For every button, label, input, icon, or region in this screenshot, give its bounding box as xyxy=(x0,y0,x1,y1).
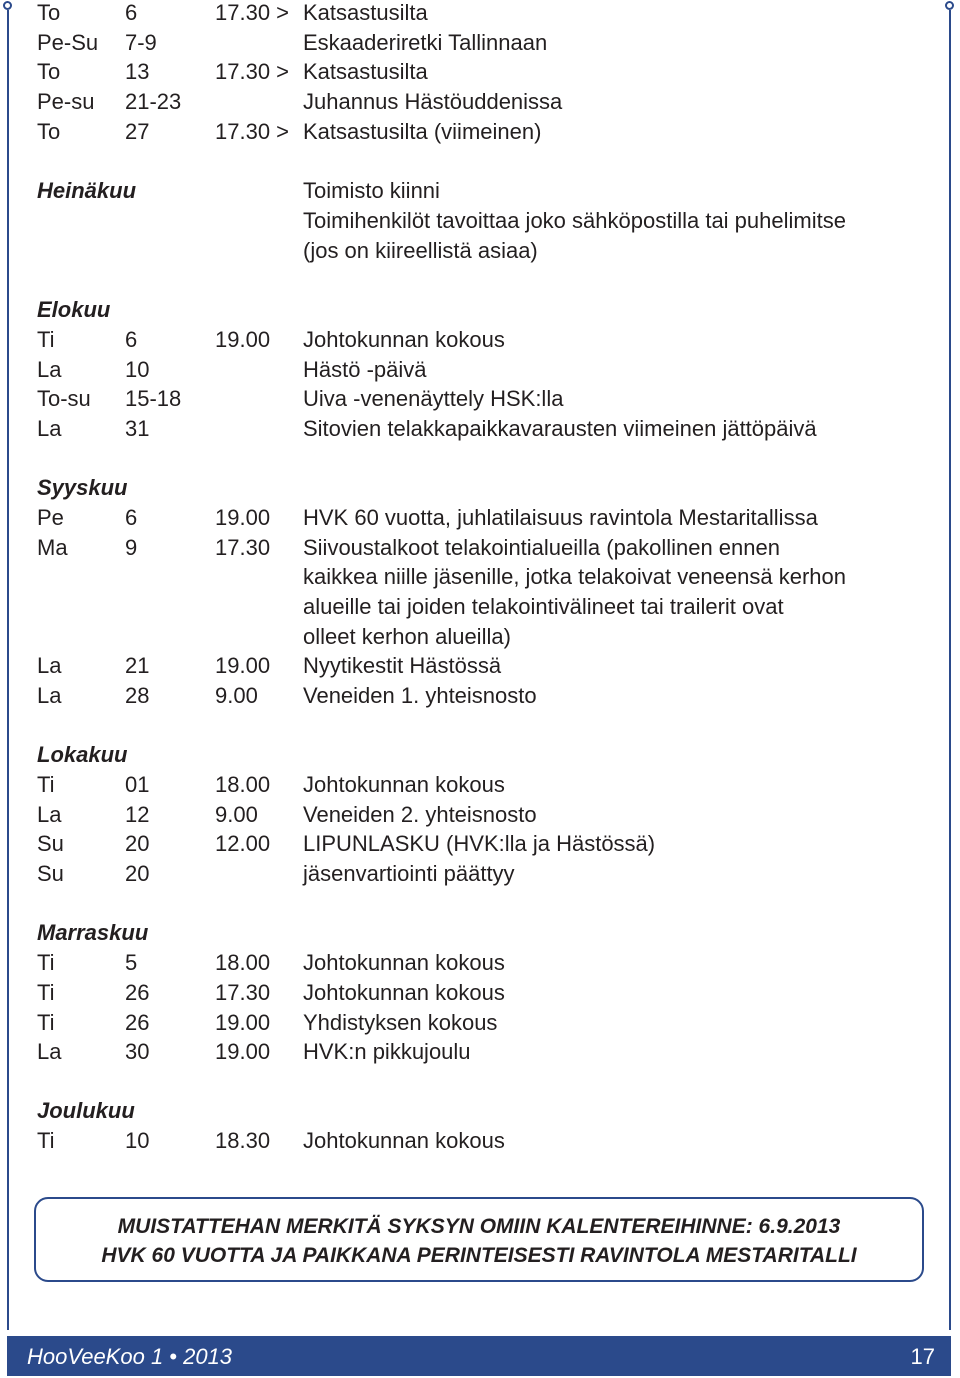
row-day: Ti xyxy=(37,772,55,797)
row-day: Pe xyxy=(37,505,64,530)
reminder-line-1: MUISTATTEHAN MERKITÄ SYKSYN OMIIN KALENTEREIHINNE: 6.9.2013 xyxy=(117,1215,841,1238)
row-time: 9.00 xyxy=(215,802,258,827)
right-border-line xyxy=(949,10,951,1330)
right-border-dot xyxy=(945,1,954,10)
row-time: 18.00 xyxy=(215,950,271,975)
row-day: La xyxy=(37,1039,62,1064)
row-time: 19.00 xyxy=(215,505,271,530)
row-time: 17.30 > xyxy=(215,59,290,84)
row-date: 30 xyxy=(125,1039,150,1064)
reminder-notice-box xyxy=(34,1197,924,1282)
reminder-line-2: HVK 60 VUOTTA JA PAIKKANA PERINTEISESTI RAVINTOLA MESTARITALLI xyxy=(101,1244,857,1267)
row-day: La xyxy=(37,802,62,827)
row-time: 19.00 xyxy=(215,653,271,678)
row-time: 19.00 xyxy=(215,327,271,352)
row-text: Katsastusilta xyxy=(303,59,428,84)
row-text: HVK:n pikkujoulu xyxy=(303,1039,471,1064)
row-text: (jos on kiireellistä asiaa) xyxy=(303,238,538,263)
row-text: Johtokunnan kokous xyxy=(303,980,505,1005)
row-day: Su xyxy=(37,831,64,856)
row-day: La xyxy=(37,683,62,708)
left-border-line xyxy=(7,10,9,1330)
row-date: 5 xyxy=(125,950,138,975)
row-text: Johtokunnan kokous xyxy=(303,327,505,352)
row-text: Johtokunnan kokous xyxy=(303,950,505,975)
row-text: Toimisto kiinni xyxy=(303,178,440,203)
row-day: La xyxy=(37,357,62,382)
row-date: 27 xyxy=(125,119,150,144)
row-time: 18.00 xyxy=(215,772,271,797)
row-day: Ti xyxy=(37,950,55,975)
row-day: La xyxy=(37,416,62,441)
row-day: To xyxy=(37,0,61,25)
row-date: 20 xyxy=(125,861,150,886)
row-day: Su xyxy=(37,861,64,886)
row-text: Hästö -päivä xyxy=(303,357,427,382)
row-day: Ti xyxy=(37,1010,55,1035)
row-text: Toimihenkilöt tavoittaa joko sähköpostilla tai puhelimitse xyxy=(303,208,846,233)
month-heading-elokuu: Elokuu xyxy=(37,297,111,322)
row-date: 13 xyxy=(125,59,150,84)
row-text: Juhannus Hästöuddenissa xyxy=(303,89,563,114)
row-day: Ti xyxy=(37,327,55,352)
row-time: 17.30 xyxy=(215,980,271,1005)
row-date: 01 xyxy=(125,772,150,797)
month-heading-heinakuu: Heinäkuu xyxy=(37,178,137,203)
row-date: 21 xyxy=(125,653,150,678)
left-border-dot xyxy=(3,1,12,10)
row-date: 28 xyxy=(125,683,150,708)
row-date: 6 xyxy=(125,327,138,352)
row-date: 26 xyxy=(125,1010,150,1035)
page-footer xyxy=(7,1336,951,1376)
row-time: 9.00 xyxy=(215,683,258,708)
row-date: 9 xyxy=(125,535,138,560)
row-text: kaikkea niille jäsenille, jotka telakoivat veneensä kerhon xyxy=(303,564,846,589)
row-date: 21-23 xyxy=(125,89,182,114)
row-text: Yhdistyksen kokous xyxy=(303,1010,498,1035)
row-text: Sitovien telakkapaikkavarausten viimeinen jättöpäivä xyxy=(303,416,817,441)
row-text: Siivoustalkoot telakointialueilla (pakollinen ennen xyxy=(303,535,780,560)
month-heading-lokakuu: Lokakuu xyxy=(37,742,128,767)
row-time: 12.00 xyxy=(215,831,271,856)
row-day: Ti xyxy=(37,980,55,1005)
row-day: Ma xyxy=(37,535,68,560)
publication-name: HooVeeKoo 1 • 2013 xyxy=(27,1344,233,1369)
month-heading-marraskuu: Marraskuu xyxy=(37,920,149,945)
row-time: 17.30 > xyxy=(215,119,290,144)
row-time: 17.30 xyxy=(215,535,271,560)
row-time: 17.30 > xyxy=(215,0,290,25)
row-time: 19.00 xyxy=(215,1039,271,1064)
row-text: Veneiden 1. yhteisnosto xyxy=(303,683,537,708)
row-day: La xyxy=(37,653,62,678)
row-date: 20 xyxy=(125,831,150,856)
row-date: 15-18 xyxy=(125,386,182,411)
row-text: Nyytikestit Hästössä xyxy=(303,653,502,678)
row-text: LIPUNLASKU (HVK:lla ja Hästössä) xyxy=(303,831,656,856)
row-text: Katsastusilta xyxy=(303,0,428,25)
row-day: To xyxy=(37,59,61,84)
page-number: 17 xyxy=(910,1344,935,1369)
row-date: 12 xyxy=(125,802,150,827)
row-date: 26 xyxy=(125,980,150,1005)
month-heading-syyskuu: Syyskuu xyxy=(37,475,128,500)
row-day: To xyxy=(37,119,61,144)
row-day: Pe-su xyxy=(37,89,95,114)
row-day: Pe-Su xyxy=(37,30,99,55)
row-time: 18.30 xyxy=(215,1128,271,1153)
row-date: 6 xyxy=(125,505,138,530)
month-heading-joulukuu: Joulukuu xyxy=(37,1098,135,1123)
row-date: 10 xyxy=(125,357,150,382)
row-text: olleet kerhon alueilla) xyxy=(303,624,511,649)
row-text: Johtokunnan kokous xyxy=(303,772,505,797)
row-date: 7-9 xyxy=(125,30,157,55)
row-text: Eskaaderiretki Tallinnaan xyxy=(303,30,548,55)
row-text: jäsenvartiointi päättyy xyxy=(303,861,515,886)
row-text: Veneiden 2. yhteisnosto xyxy=(303,802,537,827)
row-text: Johtokunnan kokous xyxy=(303,1128,505,1153)
row-text: Uiva -venenäyttely HSK:lla xyxy=(303,386,564,411)
row-text: HVK 60 vuotta, juhlatilaisuus ravintola Mestaritallissa xyxy=(303,505,818,530)
row-text: alueille tai joiden telakointivälineet tai trailerit ovat xyxy=(303,594,784,619)
row-date: 10 xyxy=(125,1128,150,1153)
row-date: 6 xyxy=(125,0,138,25)
row-day: Ti xyxy=(37,1128,55,1153)
row-text: Katsastusilta (viimeinen) xyxy=(303,119,542,144)
row-time: 19.00 xyxy=(215,1010,271,1035)
row-date: 31 xyxy=(125,416,150,441)
row-day: To-su xyxy=(37,386,91,411)
